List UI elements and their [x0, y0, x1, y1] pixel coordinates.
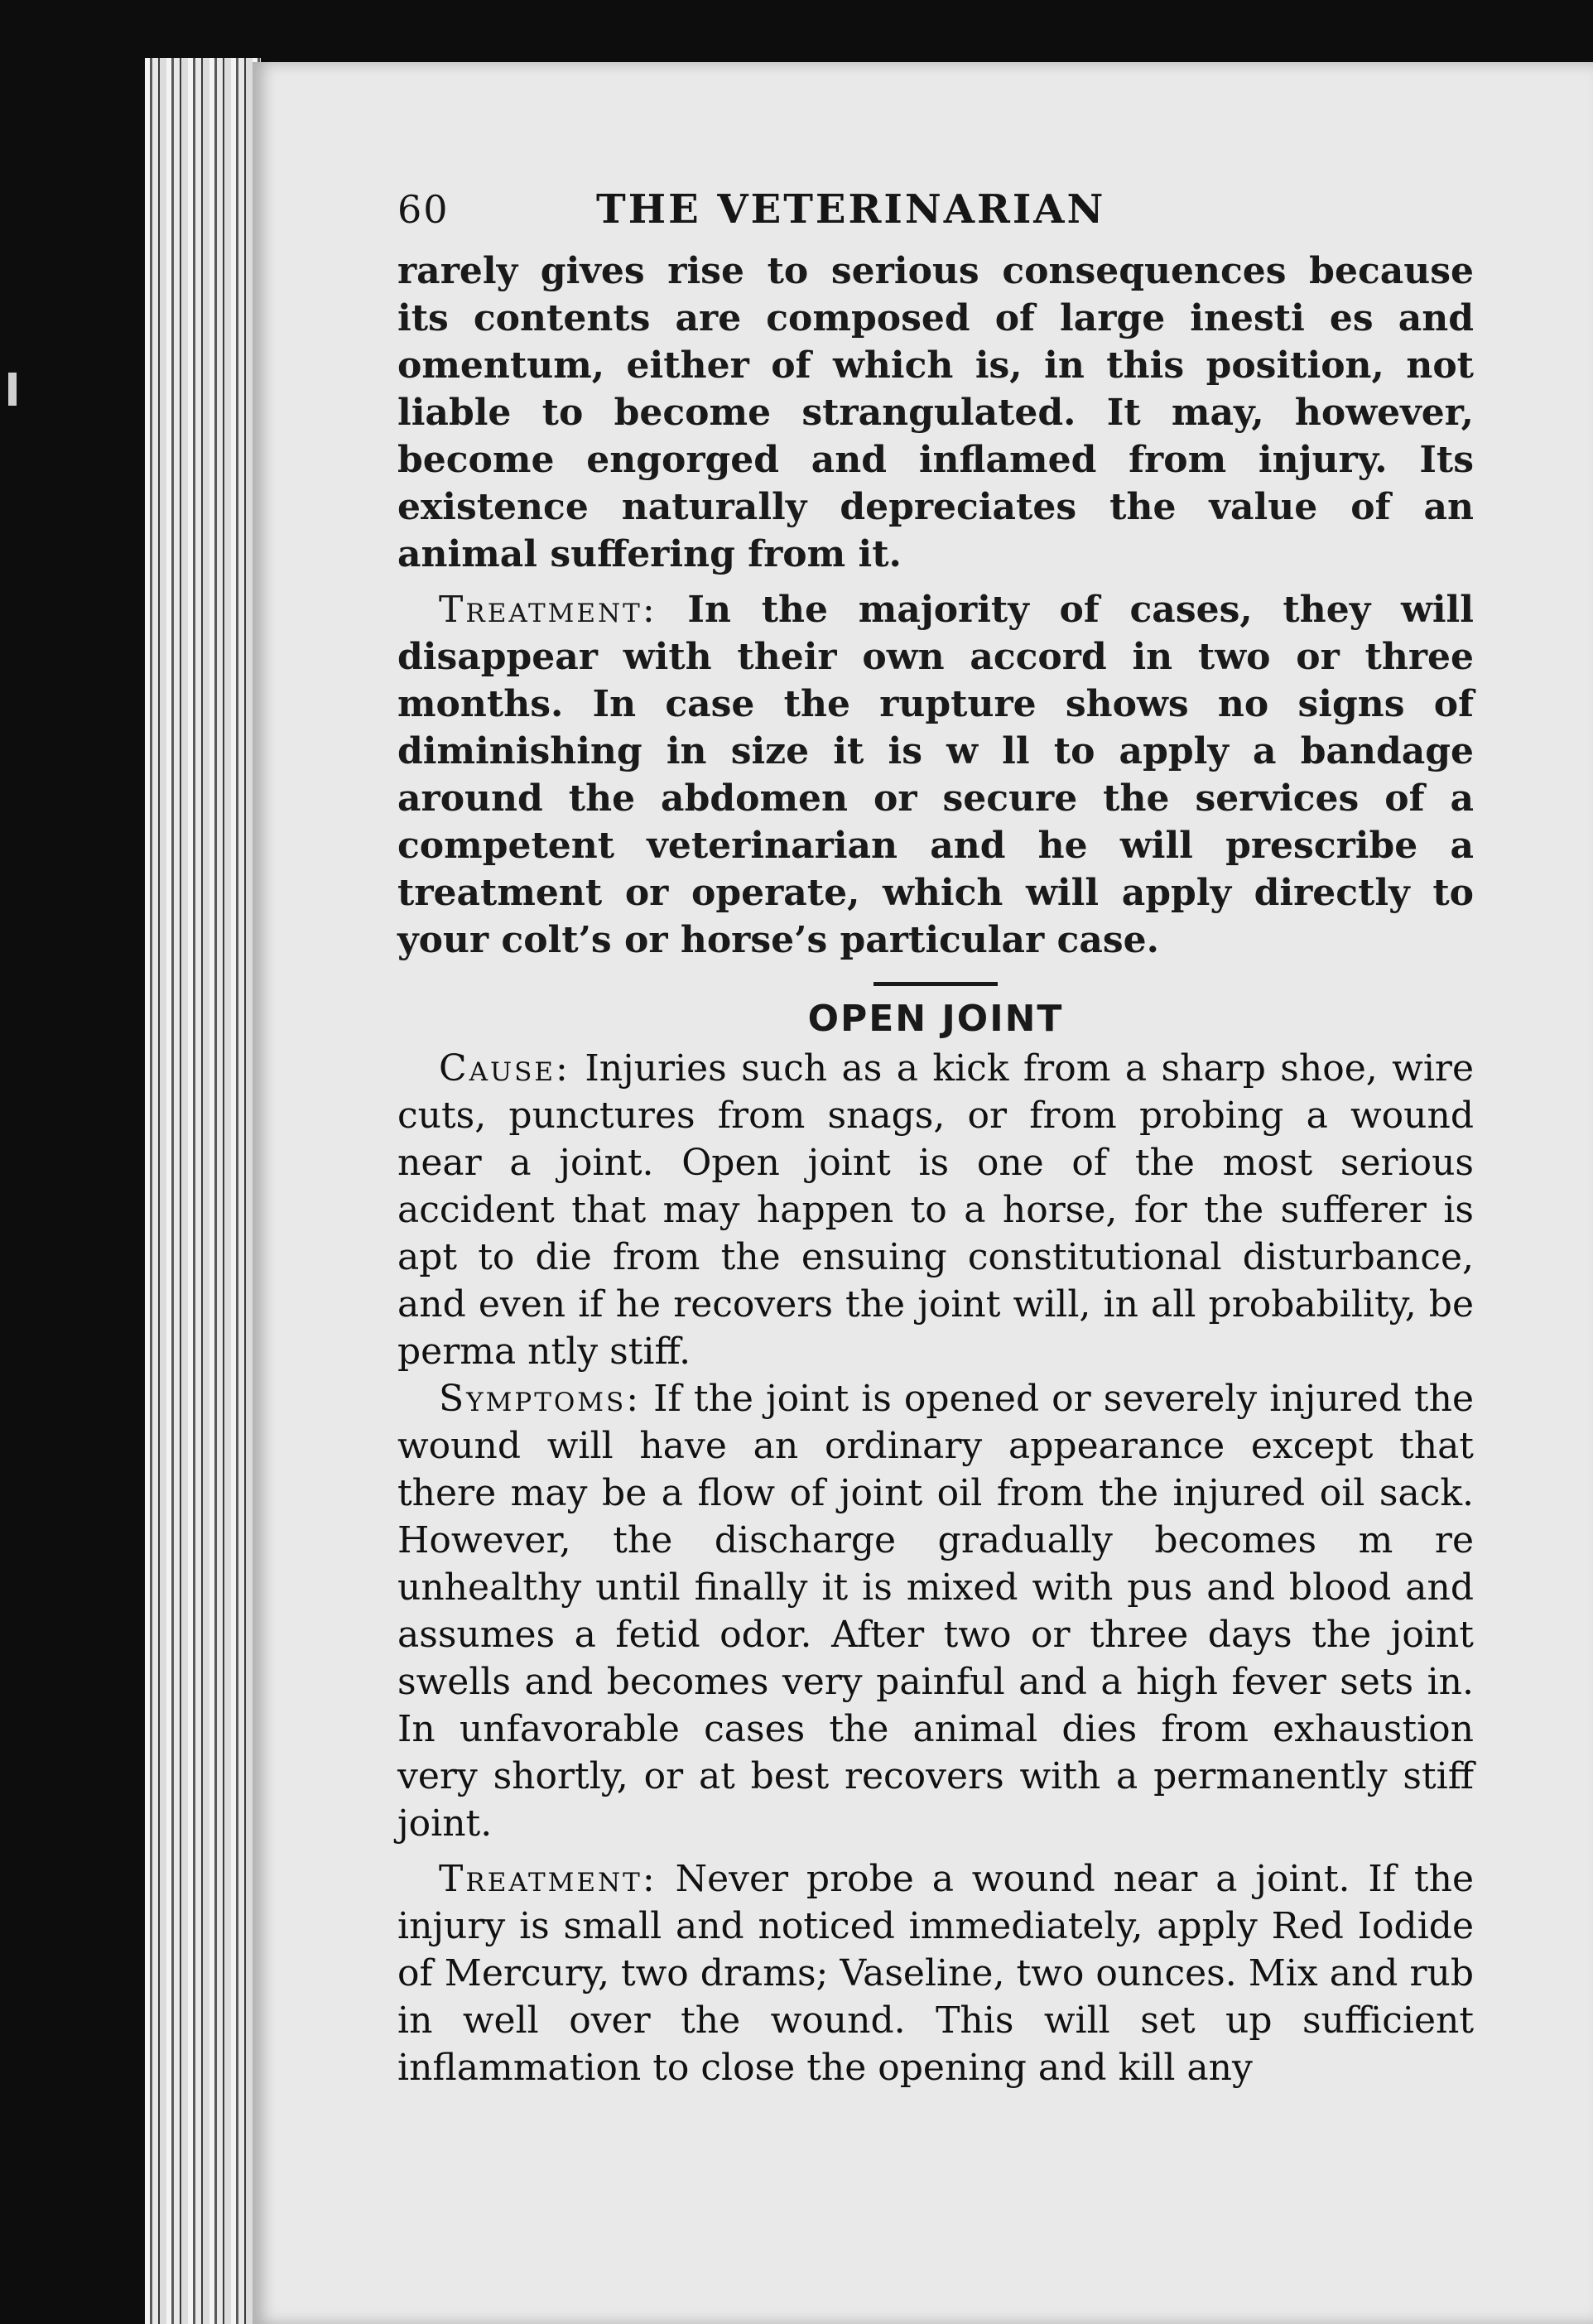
- treatment-text-2: Never probe a wound near a joint. If the injury is small and noticed immediately, apply Red Iodide of Mercury, two drams; Vaseline, two ounces. Mix and rub in well over the wound. This will set up sufficient inflammation to close the opening and kill any: [397, 1858, 1474, 2089]
- scan-artifact-mark: [8, 373, 17, 406]
- running-header: [397, 186, 1474, 233]
- section-divider-rule: [874, 982, 998, 986]
- page-content: [397, 186, 1474, 2091]
- section-heading: OPEN JOINT: [807, 998, 1064, 1040]
- page-edge-stack: [145, 58, 261, 2324]
- symptoms-text: If the joint is opened or severely injured the wound will have an ordinary appearance except that there may be a flow of joint oil from the injured oil sack. However, the discharge gradually becomes m re unhealthy until finally it is mixed with pus and blood and assumes a fetid odor. After two or three days the joint swells and becomes very painful and a high fever sets in. In unfavorable cases the animal dies from exhaustion very shortly, or at best recovers with a permanently stiff joint.: [397, 1378, 1474, 1845]
- running-title: THE VETERINARIAN: [596, 186, 1106, 233]
- cause-label: Cause:: [439, 1047, 570, 1090]
- treatment-label-1: Treatment:: [439, 589, 657, 631]
- cause-text: Injuries such as a kick from a sharp shoe, wire cuts, punctures from snags, or from probing a wound near a joint. Open joint is one of the most serious accident that may happen to a horse, for the sufferer is apt to die from the ensuing constitutional disturbance, and even if he recovers the joint will, in all probability, be perma ntly stiff.: [397, 1047, 1474, 1373]
- continued-paragraph: rarely gives rise to serious consequences because its contents are composed of large inesti es and omentum, either of which is, in this position, not liable to become strangulated. It may, however, become engorged and inflamed from injury. Its existence naturally depreciates the value of an animal suffering from it.: [397, 250, 1474, 575]
- treatment-paragraph-2: [397, 1855, 1474, 2091]
- book-page: [253, 62, 1593, 2324]
- cause-paragraph: [397, 1045, 1474, 1375]
- treatment-paragraph-1: [397, 586, 1474, 964]
- symptoms-label: Symptoms:: [439, 1378, 642, 1420]
- treatment-label-2: Treatment:: [439, 1858, 657, 1900]
- symptoms-paragraph: [397, 1375, 1474, 1847]
- page-number: 60: [397, 187, 450, 232]
- treatment-text-1: In the majority of cases, they will disappear with their own accord in two or three months. In case the rupture shows no signs of diminishing in size it is w ll to apply a bandage around the abdomen or secure the services of a competent veterinarian and he will prescribe a treatment or operate, which will apply directly to your colt’s or horse’s particular case.: [397, 589, 1474, 961]
